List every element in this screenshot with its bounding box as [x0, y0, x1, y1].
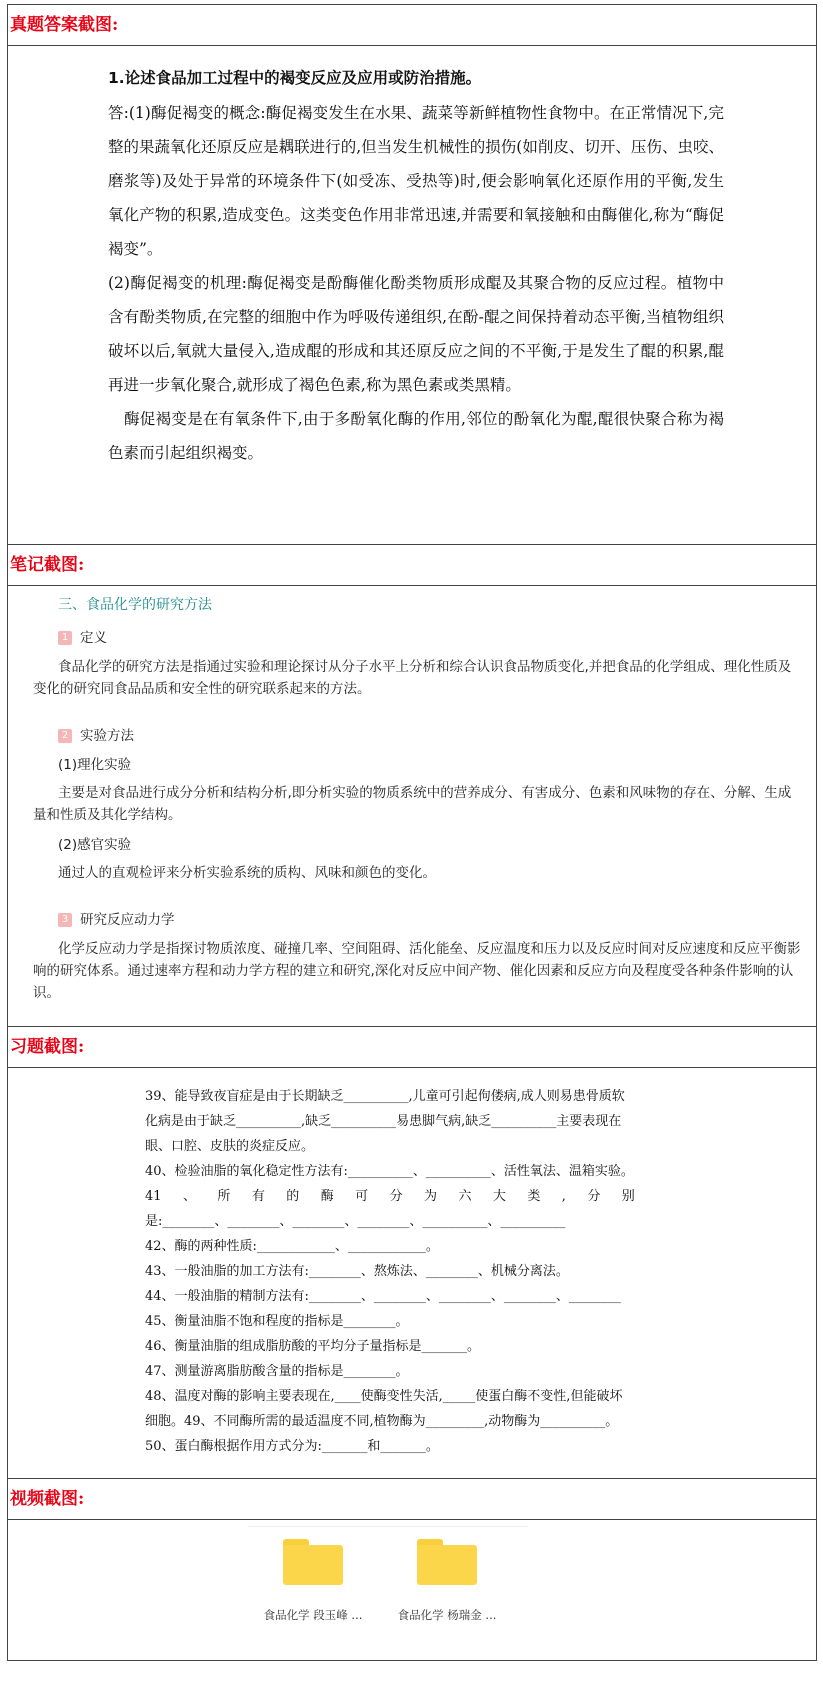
answer-paragraph-2: (2)酶促褐变的机理:酶促褐变是酚酶催化酚类物质形成醌及其聚合物的反应过程。植物中含有酚类物质,在完整的细胞中作为呼吸传递组织,在酚-醌之间保持着动态平衡,当植物组织破坏以后,氧就大量侵入,造成醌的形成和其还原反应之间的不平衡,于是发生了醌的积累,醌再进一步氧化聚合,就形成了褐色色素,称为黑色素或类黑精。: [108, 274, 724, 394]
notes-paragraph: 主要是对食品进行成分分析和结构分析,即分析实验的物质系统中的营养成分、有害成分、色素和风味物的存在、分解、生成量和性质及其化学结构。: [33, 785, 792, 823]
notes-section: [7, 544, 817, 1026]
exercise-line: 44、一般油脂的精制方法有:________、________、________、________、________: [145, 1289, 621, 1304]
exercise-line: 47、测量游离脂肪酸含量的指标是________。: [145, 1364, 409, 1379]
exercise-line: 48、温度对酶的影响主要表现在,____使酶变性失活,_____使蛋白酶不变性,但能破坏: [145, 1389, 623, 1404]
notes-paragraph: 化学反应动力学是指探讨物质浓度、碰撞几率、空间阻碍、活化能垒、反应温度和压力以及反应时间对反应速度和反应平衡影响的研究体系。通过速率方程和动力学方程的建立和研究,深化对反应中间产物、催化因素和反应方向及程度受各种条件影响的认识。: [33, 941, 801, 1001]
folder-item-duan[interactable]: [248, 1539, 378, 1623]
video-section: [7, 1478, 817, 1661]
folder-label: 食品化学 段玉峰 ...: [263, 1608, 363, 1622]
answer-paragraph-3: 酶促褐变是在有氧条件下,由于多酚氧化酶的作用,邻位的酚氧化为醌,醌很快聚合称为褐色素而引起组织褐变。: [108, 410, 724, 462]
notes-subsection-1: [58, 626, 803, 650]
video-folder-list: [248, 1526, 528, 1651]
number-badge: 2: [58, 729, 72, 743]
exercise-line: 45、衡量油脂不饱和程度的指标是________。: [145, 1314, 409, 1329]
exercise-section: [7, 1026, 817, 1478]
exercise-line: 43、一般油脂的加工方法有:________、熬炼法、________、机械分离法。: [145, 1264, 569, 1279]
notes-paragraph: 食品化学的研究方法是指通过实验和理论探讨从分子水平上分析和综合认识食品物质变化,并把食品的化学组成、理化性质及变化的研究同食品品质和安全性的研究联系起来的方法。: [33, 659, 792, 697]
video-section-header: 视频截图:: [8, 1479, 816, 1520]
exercise-line-spread: 41 、 所 有 的 酶 可 分 为 六 大 类 , 分 别: [145, 1189, 635, 1204]
notes-subsection-3: [58, 908, 803, 932]
notes-subsection-title: 定义: [80, 630, 107, 646]
folder-label: 食品化学 杨瑞金 ...: [397, 1608, 497, 1622]
page: [7, 4, 817, 1661]
question-title: 1.论述食品加工过程中的褐变反应及应用或防治措施。: [108, 69, 482, 87]
notes-item-label: (2)感官实验: [58, 837, 132, 853]
answer-section-header: 真题答案截图:: [8, 5, 816, 46]
exercise-line: 39、能导致夜盲症是由于长期缺乏__________,儿童可引起佝偻病,成人则易患骨质软: [145, 1089, 625, 1104]
exercise-line: 42、酶的两种性质:____________、____________。: [145, 1239, 439, 1254]
folder-item-yang[interactable]: [382, 1539, 512, 1623]
notes-content: [33, 594, 803, 1012]
exercise-line: 46、衡量油脂的组成脂肪酸的平均分子量指标是_______。: [145, 1339, 481, 1354]
folder-icon: [283, 1539, 343, 1585]
notes-paragraph: 通过人的直观检评来分析实验系统的质构、风味和颜色的变化。: [58, 865, 436, 881]
number-badge: 3: [58, 913, 72, 927]
answer-section: [7, 4, 817, 544]
exercise-line: 眼、口腔、皮肤的炎症反应。: [145, 1139, 315, 1154]
notes-section-header: 笔记截图:: [8, 545, 816, 586]
exercise-line: 50、蛋白酶根据作用方式分为:_______和_______。: [145, 1439, 439, 1454]
answer-paragraph-1: 答:(1)酶促褐变的概念:酶促褐变发生在水果、蔬菜等新鲜植物性食物中。在正常情况下,完整的果蔬氧化还原反应是耦联进行的,但当发生机械性的损伤(如削皮、切开、压伤、虫咬、磨浆等)及处于异常的环境条件下(如受冻、受热等)时,便会影响氧化还原作用的平衡,发生氧化产物的积累,造成变色。这类变色作用非常迅速,并需要和氧接触和由酶催化,称为“酶促褐变”。: [108, 104, 724, 258]
notes-subsection-2: [58, 724, 803, 748]
notes-subsection-title: 实验方法: [80, 728, 134, 744]
exercise-section-header: 习题截图:: [8, 1027, 816, 1068]
folder-icon: [417, 1539, 477, 1585]
exercise-line: 是:________、________、________、________、__________、__________: [145, 1214, 566, 1229]
notes-item-label: (1)理化实验: [58, 757, 132, 773]
notes-heading: 三、食品化学的研究方法: [58, 597, 212, 613]
notes-subsection-title: 研究反应动力学: [80, 912, 175, 928]
exercise-line: 40、检验油脂的氧化稳定性方法有:__________、__________、活性氧法、温箱实验。: [145, 1164, 634, 1179]
answer-content: [108, 66, 724, 470]
exercise-content: [145, 1084, 635, 1459]
number-badge: 1: [58, 631, 72, 645]
exercise-line: 细胞。49、不同酶所需的最适温度不同,植物酶为_________,动物酶为__________。: [145, 1414, 619, 1429]
exercise-line: 化病是由于缺乏__________,缺乏__________易患脚气病,缺乏__________主要表现在: [145, 1114, 622, 1129]
